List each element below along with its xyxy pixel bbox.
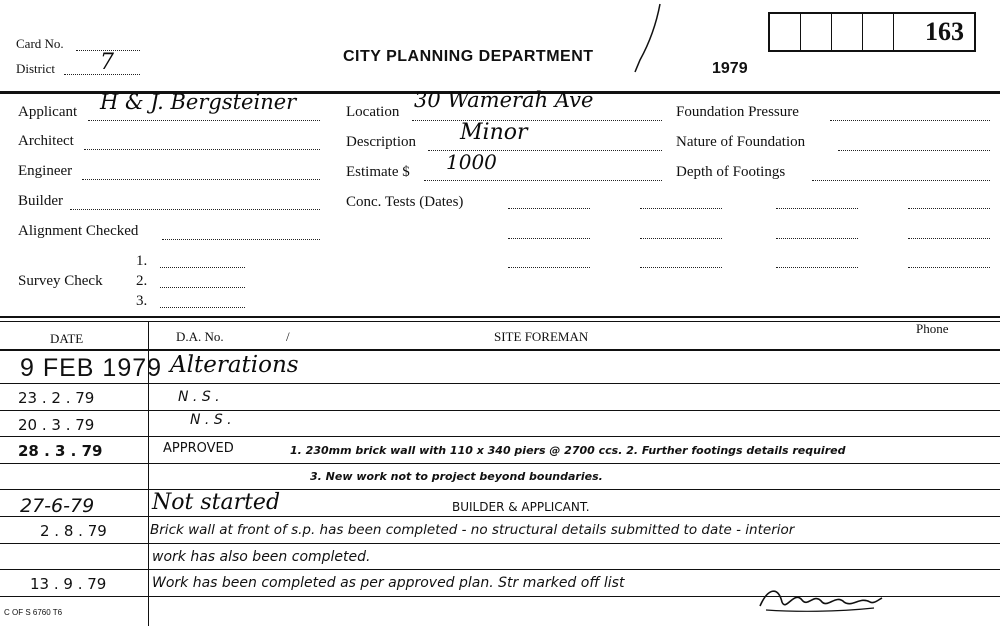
log-date: 20 . 3 . 79 [18,416,95,434]
district-label: District [16,61,55,76]
depth-footings-line [812,180,990,181]
conc-line [508,238,590,239]
log-entry-text: Brick wall at front of s.p. has been completed - no structural details submitted to date - interior [150,522,795,538]
applicant-line [88,120,320,121]
log-entry-note: 1. 230mm brick wall with 110 x 340 piers @ 2700 ccs. 2. Further footings details required [290,444,846,457]
row-rule [0,489,1000,490]
log-entry-text: Alterations [170,352,299,378]
depth-footings-label: Depth of Footings [676,164,786,180]
year-label: 1979 [712,60,748,77]
col-foreman-header: SITE FOREMAN [494,329,589,344]
row-rule [0,543,1000,544]
log-date: 2 . 8 . 79 [40,522,107,540]
signature-scribble [756,582,886,616]
conc-line [640,238,722,239]
log-entry-text: APPROVED [163,441,234,456]
col-phone-header: Phone [916,321,949,336]
description-label: Description [346,134,416,150]
log-date: 28 . 3 . 79 [18,442,103,460]
conc-line [640,208,722,209]
form-code: C OF S 6760 T6 [4,608,63,617]
log-entry-text: Work has been completed as per approved plan. Str marked off list [152,575,625,591]
location-value: 30 Wamerah Ave [414,88,594,112]
foundation-pressure-line [830,120,990,121]
nature-foundation-line [838,150,990,151]
page-title: CITY PLANNING DEPARTMENT [343,48,594,65]
log-entry-note: BUILDER & APPLICANT. [452,500,590,514]
conc-line [640,267,722,268]
row-rule [0,463,1000,464]
survey-line-2 [160,287,245,288]
foundation-pressure-label: Foundation Pressure [676,104,799,120]
card-number: 163 [925,17,964,46]
conc-line [508,208,590,209]
log-date: 27-6-79 [20,495,95,517]
log-entry-note: 3. New work not to project beyond boundaries. [310,470,603,483]
col-da-header: D.A. No. [176,329,224,344]
alignment-label: Alignment Checked [18,223,139,239]
number-cell [863,14,894,50]
log-date: 13 . 9 . 79 [30,575,107,593]
log-top-rule [0,316,1000,318]
applicant-label: Applicant [18,104,78,120]
col-date-header: DATE [50,331,84,346]
survey-item-2: 2. [136,273,148,289]
description-value: Minor [460,120,528,145]
log-header-rule [0,349,1000,351]
estimate-value: 1000 [446,150,497,174]
row-rule [0,569,1000,570]
estimate-label: Estimate $ [346,164,410,180]
engineer-line [82,179,320,180]
conc-line [908,238,990,239]
location-label: Location [346,104,400,120]
number-cell [801,14,832,50]
number-cell [770,14,801,50]
conc-line [776,238,858,239]
number-cell [832,14,863,50]
log-entry-text: Not started [152,490,281,515]
architect-line [84,149,320,150]
card-no-label: Card No. [16,36,64,51]
row-rule [0,410,1000,411]
log-date: 23 . 2 . 79 [18,389,95,407]
survey-line-3 [160,307,245,308]
nature-foundation-label: Nature of Foundation [676,134,806,150]
alignment-line [162,239,320,240]
conc-line [908,267,990,268]
location-line [412,120,662,121]
log-entry-note: work has also been completed. [152,549,371,565]
col-slash: / [286,329,290,344]
applicant-value: H & J. Bergsteiner [100,90,297,114]
survey-line-1 [160,267,245,268]
builder-line [70,209,320,210]
conc-line [908,208,990,209]
row-rule [0,383,1000,384]
row-rule [0,436,1000,437]
engineer-label: Engineer [18,163,73,179]
conc-line [776,208,858,209]
conc-line [776,267,858,268]
row-rule [0,516,1000,517]
architect-label: Architect [18,133,74,149]
card-number-box [768,12,976,52]
log-date-stamp: 9 FEB 1979 [20,354,163,382]
survey-item-3: 3. [136,293,148,309]
survey-item-1: 1. [136,253,148,269]
pen-stroke-mark [615,0,665,80]
builder-label: Builder [18,193,63,209]
conc-tests-label: Conc. Tests (Dates) [346,194,464,210]
log-entry-text: N . S . [190,412,232,428]
conc-line [508,267,590,268]
district-value: 7 [100,50,114,75]
log-entry-text: N . S . [178,389,220,405]
estimate-line [424,180,662,181]
log-top-rule-2 [0,321,1000,322]
survey-check-label: Survey Check [18,273,103,289]
